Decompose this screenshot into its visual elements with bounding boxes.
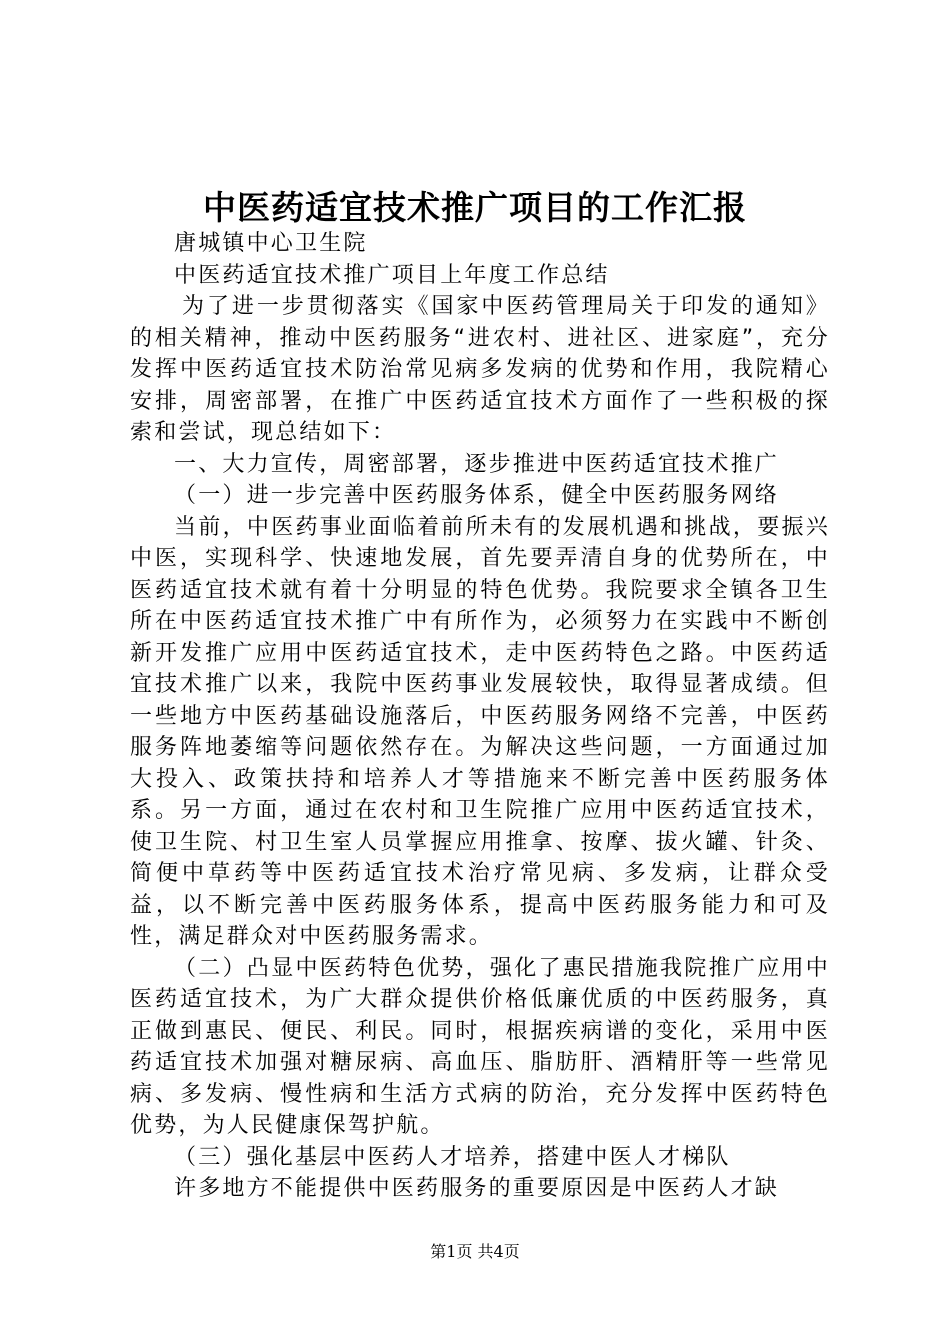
document-body (130, 228, 830, 1205)
section-heading-1: 一、大力宣传，周密部署，逐步推进中医药适宜技术推广 (174, 451, 780, 477)
subsection-heading-1: （一）进一步完善中医药服务体系，健全中医药服务网络 (174, 483, 780, 508)
page-title: 中医药适宜技术推广项目的工作汇报 (203, 188, 747, 227)
page-footer: 第1页 共4页 (430, 1242, 520, 1261)
subsection-paragraph-2: （二）凸显中医药特色优势，强化了惠民措施我院推广应用中医药适宜技术，为广大群众提供价格低廉优质的中医药服务，真正做到惠民、便民、利民。同时，根据疾病谱的变化，采用中医药适宜技术加强对糖尿病、高血压、脂肪肝、酒精肝等一些常见病、多发病、慢性病和生活方式病的防治，充分发挥中医药特色优势，为人民健康保驾护航。 (130, 955, 830, 1138)
body-paragraph: 当前，中医药事业面临着前所未有的发展机遇和挑战，要振兴中医，实现科学、快速地发展，首先要弄清自身的优势所在，中医药适宜技术就有着十分明显的特色优势。我院要求全镇各卫生所在中医药适宜技术推广中有所作为，必须努力在实践中不断创新开发推广应用中医药适宜技术，走中医药特色之路。中医药适宜技术推广以来，我院中医药事业发展较快，取得显著成绩。但一些地方中医药基础设施落后，中医药服务网络不完善，中医药服务阵地萎缩等问题依然存在。为解决这些问题，一方面通过加大投入、政策扶持和培养人才等措施来不断完善中医药服务体系。另一方面，通过在农村和卫生院推广应用中医药适宜技术，使卫生院、村卫生室人员掌握应用推拿、按摩、拔火罐、针灸、简便中草药等中医药适宜技术治疗常见病、多发病，让群众受益，以不断完善中医药服务体系，提高中医药服务能力和可及性，满足群众对中医药服务需求。 (130, 514, 830, 949)
document-subtitle: 中医药适宜技术推广项目上年度工作总结 (174, 262, 610, 288)
organization-name: 唐城镇中心卫生院 (174, 231, 368, 256)
subsection-heading-3: （三）强化基层中医药人才培养，搭建中医人才梯队 (174, 1144, 731, 1170)
body-paragraph-truncated: 许多地方不能提供中医药服务的重要原因是中医药人才缺 (174, 1176, 780, 1201)
intro-paragraph: 为了进一步贯彻落实《国家中医药管理局关于印发的通知》的相关精神，推动中医药服务“进农村、进社区、进家庭”，充分发挥中医药适宜技术防治常见病多发病的优势和作用，我院精心安排，周密部署，在推广中医药适宜技术方面作了一些积极的探索和尝试，现总结如下： (130, 294, 830, 445)
